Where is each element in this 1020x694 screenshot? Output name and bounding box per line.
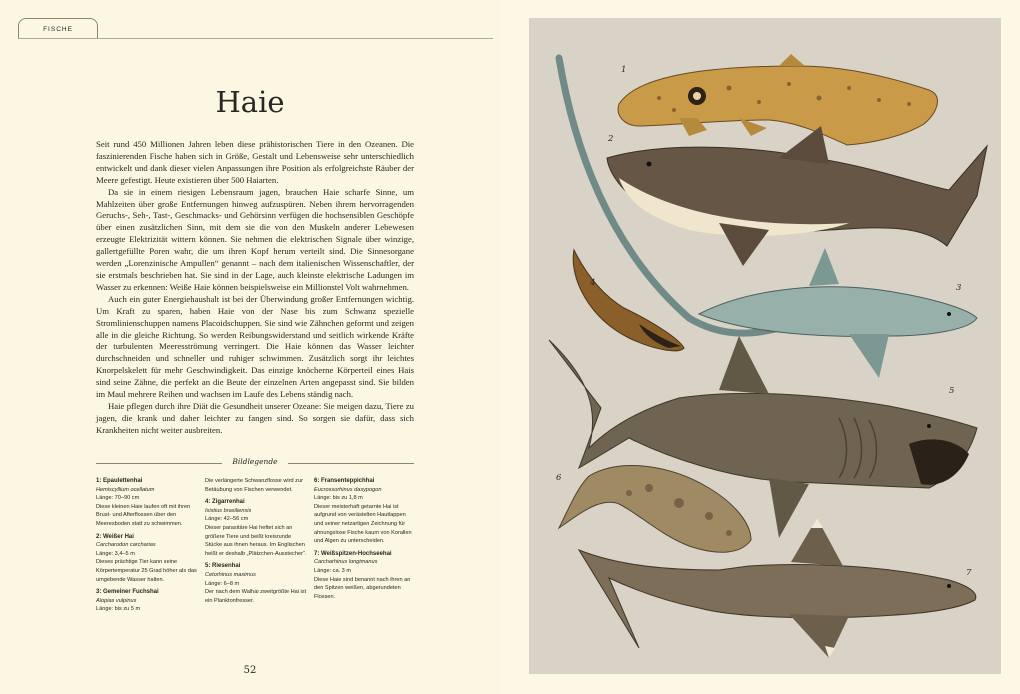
legend-item-latin: Hemiscyllium ocellatum: [96, 486, 155, 493]
legend-item-line: Der nach dem Walhai zweitgrößte Hai ist ein Planktonfresser.: [205, 589, 307, 604]
legend-item: [96, 477, 198, 529]
left-page: [0, 0, 500, 694]
legend-item-title: 3: Gemeiner Fuchshai: [96, 589, 159, 596]
legend-item-line: Länge: bis zu 1,8 m: [314, 495, 363, 502]
legend-item-title: 6: Fransenteppichhai: [314, 478, 375, 484]
legend-item-line: Länge: bis zu 5 m: [96, 606, 141, 613]
legend-item-line: Länge: 3,4–5 m: [96, 550, 135, 557]
legend-item-title: 5: Riesenhai: [205, 563, 241, 570]
legend-item: [314, 550, 416, 602]
legend-item-latin: Cetorhinus maximus: [205, 571, 256, 578]
legend-column: [314, 477, 416, 605]
shark-illustration-plate: [529, 18, 1001, 674]
legend-item-line: Dieser parasitäre Hai heftet sich an größere Tiere und beißt kreisrunde Stücke aus ihnen heraus. Im Englischen heißt er deshalb „Plätzchen-Ausstecher“.: [205, 524, 307, 557]
basking-shark-illustration: [549, 336, 977, 538]
oceanic-whitetip-shark-illustration: [579, 518, 976, 658]
legend-item-line: Diese kleinen Haie laufen oft mit ihren Brust- und Afterflossen über den Meeresboden statt zu schwimmen.: [96, 503, 191, 527]
legend-title: Bildlegende: [232, 457, 278, 466]
legend-item-latin: Carcharhinus longimanus: [314, 559, 378, 566]
great-white-shark-illustration: [607, 126, 987, 266]
legend-item-line: Dieses prächtige Tier kann seine Körpertemperatur 25 Grad höher als das umgebende Wasser halten.: [96, 559, 197, 583]
legend-item: [205, 498, 307, 558]
legend-item-line: Länge: ca. 3 m: [314, 567, 352, 574]
plate-number: 6: [556, 473, 562, 483]
legend-item: [314, 477, 416, 546]
plate-number: 2: [608, 134, 614, 144]
legend-item-line: Länge: 70–90 cm: [96, 495, 140, 502]
legend-item: [96, 588, 198, 614]
plate-number: 3: [956, 283, 962, 293]
legend-item: [96, 533, 198, 585]
page-number: 52: [243, 665, 257, 676]
plate-number: 5: [949, 386, 955, 396]
plate-number: 7: [966, 568, 972, 578]
paragraph: Auch ein guter Energiehaushalt ist bei der Überwindung großer Entfernungen wichtig. Um Kraft zu sparen, haben Haie von der Nase bis zum Schwanz spezielle Stromlinienschuppen namens Placoidschuppen. Sie sind wie Zähnchen geformt und zeigen alle in die gleiche Richtung. So werden Reibungswiderstand und seitlich wirkende Kräfte der turbulenten Meeresströmung verringert. Die Haie können das Wasser leichter durchschneiden und schneller und ruhiger schwimmen. Zusätzlich sorgt ihr leichtes Knorpelskelett für mehr Geschwindigkeit. Das einzige knöcherne Körperteil eines Hais sind seine Zähne, die perfekt an die Beute der einzelnen Arten angepasst sind. Sie bilden im Maul mehrere Reihen und wachsen im Laufe des Lebens ständig nach.: [96, 293, 414, 400]
paragraph: Da sie in einem riesigen Lebensraum jagen, brauchen Haie scharfe Sinne, um Mahlzeiten über große Entfernungen hinweg aufzuspüren. Neben ihrem hervorragenden Geruchs-, Seh-, Tast-, Geschmacks- und Gehörsinn verfügen die hochsensiblen Geschöpfe über einen zusätzlichen Sinn, mit dem sie die von den Muskeln anderer Lebewesen erzeugte Elektrizität wittern können. Sie nehmen die elektrischen Signale über winzige, gallertgefüllte Poren wahr, die um ihren Kopf herum verteilt sind. Die Sinnesorgane werden „Lorenzinische Ampullen“ genannt – nach dem italienischen Wissenschaftler, der sie erstmals beschrieben hat. Sie sind in der Lage, auch kleinste elektrische Ladungen im Wasser zu erkennen: Weiße Haie können beispielsweise ein Millionstel Volt wahrnehmen.: [96, 186, 414, 292]
legend-item-line: Länge: 42–56 cm: [205, 516, 249, 523]
legend-item-latin: Carcharodon carcharias: [96, 542, 156, 549]
legend-column: [205, 477, 307, 609]
plate-artwork: [529, 18, 1001, 674]
legend-item-continued: [205, 477, 307, 494]
legend-item-line: Diese Haie sind benannt nach ihren an den Spitzen weißen, abgerundeten Flossen.: [314, 576, 411, 600]
legend-item-line: Dieser meisterhaft getarnte Hai ist aufgrund von verästelten Hautlappen und seiner netzartigen Zeichnung für ahnungslose Fische kaum von Korallen und Algen zu unterscheiden.: [314, 503, 412, 545]
legend-item-title: 1: Epaulettenhai: [96, 478, 143, 484]
plate-number: 1: [621, 65, 627, 75]
paragraph: Haie pflegen durch ihre Diät die Gesundheit unserer Ozeane: Sie meigen dazu, Tiere zu jagen, die krank und daher leichter zu fangen sind. So sorgen sie dafür, dass sich Krankheiten nicht weiter ausbreiten.: [96, 400, 414, 435]
legend-item-line: Die verlängerte Schwanzflosse wird zur Betäubung von Fischen verwendet.: [205, 478, 303, 493]
plate-number: 4: [590, 278, 596, 288]
legend-item-line: Länge: 6–8 m: [205, 580, 240, 587]
epaulette-shark-illustration: [618, 54, 937, 145]
legend-item-latin: Eucrossorhinus dasypogon: [314, 486, 382, 493]
section-tab[interactable]: FISCHE: [18, 18, 98, 39]
page-title: Haie: [215, 85, 285, 119]
body-text: [96, 139, 414, 437]
paragraph: Seit rund 450 Millionen Jahren leben diese prähistorischen Tiere in den Ozeanen. Die faszinierenden Fische haben sich in Größe, Gestalt und Lebensweise sehr unterschiedlich entwickelt und dank dieser vielen Anpassungen ihre Position als erfolgreichste Räuber der Meere gefestigt. Heute existieren über 500 Haiarten.: [96, 139, 414, 185]
legend-item-latin: Alopias vulpinus: [96, 597, 137, 604]
legend-heading: [96, 457, 414, 469]
wobbegong-shark-illustration: [559, 466, 751, 553]
legend-item-latin: Isistius brasiliensis: [205, 507, 252, 514]
legend-item: [205, 562, 307, 605]
legend-column: [96, 477, 198, 618]
header-rule: [18, 38, 493, 39]
legend-item-title: 2: Weißer Hai: [96, 533, 134, 540]
legend-item-title: 7: Weißspitzen-Hochseehai: [314, 550, 392, 557]
legend-item-title: 4: Zigarrenhai: [205, 499, 245, 506]
